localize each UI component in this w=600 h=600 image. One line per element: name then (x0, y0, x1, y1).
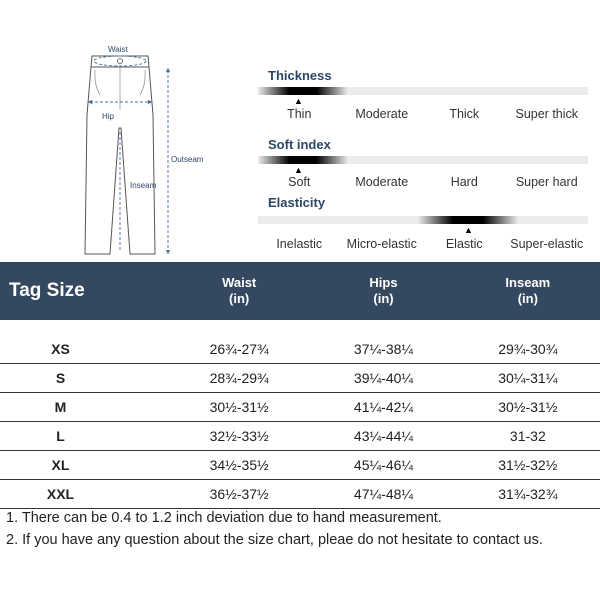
hips-cell: 37¼-38¼ (311, 335, 455, 364)
soft-index-option: Hard (450, 175, 478, 189)
waist-cell: 34½-35½ (167, 451, 311, 480)
thickness-marker (258, 87, 348, 95)
thickness-option: Super thick (515, 107, 579, 121)
thickness-options (258, 107, 588, 121)
soft-index-marker (258, 156, 348, 164)
soft-index-pointer-icon: ▲ (294, 165, 303, 175)
soft-index-bar (258, 156, 588, 164)
size-cell: S (0, 364, 167, 393)
table-row (0, 422, 600, 451)
waist-label: Waist (108, 45, 128, 54)
size-cell: L (0, 422, 167, 451)
thickness-title: Thickness (268, 68, 332, 83)
elasticity-options (258, 237, 588, 251)
waist-cell: 26¾-27¾ (167, 335, 311, 364)
size-chart-table (0, 262, 600, 509)
hips-cell: 39¼-40¼ (311, 364, 455, 393)
soft-index-option: Soft (288, 175, 311, 189)
thickness-bar (258, 87, 588, 95)
elasticity-marker (418, 216, 518, 224)
waist-cell: 36½-37½ (167, 480, 311, 509)
inseam-cell: 29¾-30¾ (456, 335, 600, 364)
waist-header-unit: (in) (229, 291, 250, 306)
pants-measurement-diagram (60, 40, 220, 262)
elasticity-option: Elastic (445, 237, 483, 251)
soft-index-options (258, 175, 588, 189)
size-cell: XS (0, 335, 167, 364)
size-cell: XL (0, 451, 167, 480)
note-measurement-deviation: 1. There can be 0.4 to 1.2 inch deviation due to hand measurement. (6, 510, 442, 526)
elasticity-pointer-icon: ▲ (464, 225, 473, 235)
elasticity-option: Inelastic (276, 237, 323, 251)
hips-cell: 41¼-42¼ (311, 393, 455, 422)
table-row (0, 335, 600, 364)
elasticity-option: Micro-elastic (346, 237, 417, 251)
thickness-pointer-icon: ▲ (294, 96, 303, 106)
table-row (0, 364, 600, 393)
hips-cell: 45¼-46¼ (311, 451, 455, 480)
tag-size-header: Tag Size (9, 280, 85, 301)
waist-cell: 32½-33½ (167, 422, 311, 451)
inseam-header-unit: (in) (517, 291, 538, 306)
pants-outline-icon (60, 40, 220, 262)
thickness-option: Thin (287, 107, 312, 121)
inseam-header (456, 262, 600, 320)
note-contact-us: 2. If you have any question about the size chart, pleae do not hesitate to contact us. (6, 532, 543, 548)
size-cell: XXL (0, 480, 167, 509)
inseam-cell: 30½-31½ (456, 393, 600, 422)
soft-index-option: Super hard (515, 175, 578, 189)
waist-header-label: Waist (222, 275, 257, 290)
outseam-label: Outseam (171, 155, 204, 164)
size-notes (6, 509, 543, 553)
hips-header-unit: (in) (373, 291, 394, 306)
soft-index-title: Soft index (268, 137, 331, 152)
inseam-cell: 31¾-32¾ (456, 480, 600, 509)
hip-label: Hip (102, 112, 115, 121)
table-header-row (0, 262, 600, 320)
table-row (0, 451, 600, 480)
thickness-option: Moderate (355, 107, 409, 121)
table-row (0, 393, 600, 422)
waist-header (167, 262, 311, 320)
inseam-cell: 31-32 (456, 422, 600, 451)
soft-index-option: Moderate (355, 175, 409, 189)
waist-cell: 30½-31½ (167, 393, 311, 422)
elasticity-bar (258, 216, 588, 224)
hips-header (311, 262, 455, 320)
hips-cell: 43¼-44¼ (311, 422, 455, 451)
inseam-cell: 31½-32½ (456, 451, 600, 480)
thickness-option: Thick (449, 107, 480, 121)
elasticity-option: Super-elastic (510, 237, 584, 251)
inseam-label: Inseam (130, 181, 157, 190)
waist-cell: 28¾-29¾ (167, 364, 311, 393)
table-row (0, 480, 600, 509)
hips-cell: 47¼-48¼ (311, 480, 455, 509)
size-cell: M (0, 393, 167, 422)
inseam-cell: 30¼-31¼ (456, 364, 600, 393)
hips-header-label: Hips (369, 275, 398, 290)
inseam-header-label: Inseam (505, 275, 551, 290)
elasticity-title: Elasticity (268, 195, 326, 210)
